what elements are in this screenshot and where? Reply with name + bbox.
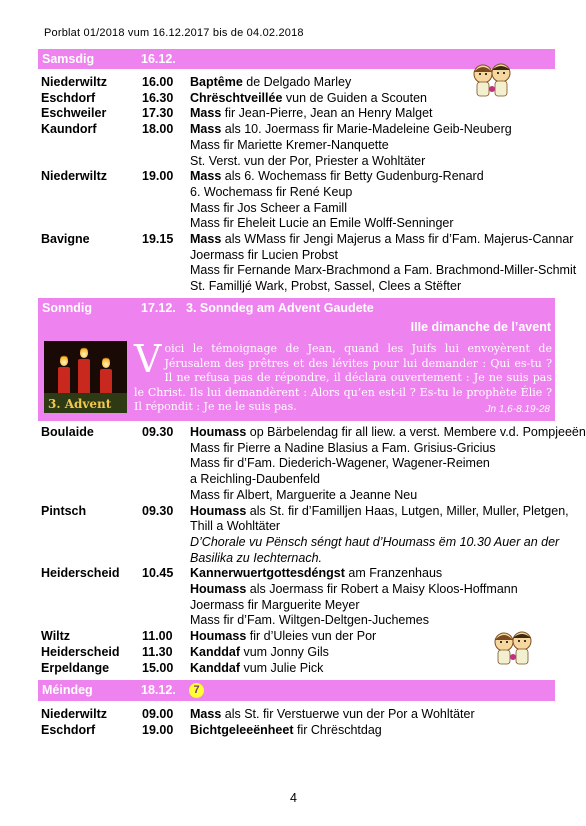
service-description: Chrëschtveillée vun de Guiden a Scouten (190, 90, 427, 105)
service-description: Mass als 10. Joermass fir Marie-Madeleine Geib-Neuberg (190, 122, 512, 137)
location-label: Niederwiltz (41, 75, 107, 89)
location-label: Heiderscheid (41, 566, 120, 581)
location-label: Eschweiler (41, 106, 107, 121)
page-number: 4 (290, 791, 297, 805)
service-description: Mass fir Pierre a Nadine Blasius a Fam. Grisius-Gricius (190, 440, 496, 455)
day-date: 16.12. (141, 52, 176, 66)
gospel-dropcap: V (134, 337, 162, 381)
service-description: St. Familljé Wark, Probst, Sassel, Clees a Stëfter (190, 279, 462, 294)
time-label: 11.30 (142, 644, 173, 659)
service-description: Mass als 6. Wochemass fir Betty Gudenburg-Renard (190, 169, 484, 184)
service-description: 6. Wochemass fir René Keup (190, 184, 353, 199)
advent-candles-image (44, 341, 127, 413)
service-description: Mass fir Eheleit Lucie an Emile Wolff-Senninger (190, 216, 454, 231)
time-label: 16.00 (142, 75, 174, 89)
location-label: Niederwiltz (41, 169, 107, 184)
service-description: Kanddaf vum Julie Pick (190, 660, 324, 675)
location-label: Eschdorf (41, 722, 96, 737)
service-description: Thill a Wohltäter (190, 519, 281, 534)
service-description: Mass fir Mariette Kremer-Nanquette (190, 137, 389, 152)
liturgical-title: 3. Sonndeg am Advent Gaudete (186, 301, 374, 315)
service-description: a Reichling-Daubenfeld (190, 472, 320, 487)
time-label: 09.30 (142, 503, 174, 518)
location-label: Eschdorf (41, 90, 96, 105)
gospel-body: oici le témoignage de Jean, quand les Juifs lui envoyèrent de Jérusalem des prêtres et des lévites pour lui demander : Qui es-tu ? Il ne refusa pas de répondre, il déclara ouvertement : Je ne suis pas le Christ. Ils lui demandèrent : Alors qu’en est-il ? Es-tu le prophète Élie ? Il répondit : Je ne le suis pas. (134, 342, 552, 413)
gospel-reference: Jn 1,6-8.19-28 (485, 404, 550, 415)
service-description: Mass fir Jos Scheer a Famill (190, 200, 347, 215)
liturgical-subtitle: IIIe dimanche de l’avent (410, 320, 551, 334)
service-description: Kannerwuertgottesdéngst am Franzenhaus (190, 566, 443, 581)
service-description: Joermass fir Lucien Probst (190, 247, 338, 262)
service-description: Houmass fir d’Uleies vun der Por (190, 629, 377, 644)
children-figures-icon (470, 62, 514, 102)
service-description: Kanddaf vum Jonny Gils (190, 644, 329, 659)
bulletin-header: Porblat 01/2018 vum 16.12.2017 bis de 04.02.2018 (44, 27, 304, 39)
time-label: 19.00 (142, 169, 174, 184)
day-name: Sonndig (42, 301, 92, 315)
service-description: Bichtgeleeënheet fir Chrëschtdag (190, 722, 382, 737)
service-description: Baptême de Delgado Marley (190, 75, 352, 89)
location-label: Niederwiltz (41, 707, 107, 721)
time-label: 16.30 (142, 90, 174, 105)
time-label: 19.15 (142, 232, 174, 246)
service-description: Houmass als St. fir d’Familljen Haas, Lutgen, Miller, Muller, Pletgen, (190, 503, 569, 518)
day-date: 17.12. (141, 301, 176, 315)
gospel-box (38, 337, 555, 421)
service-description: Joermass fir Marguerite Meyer (190, 597, 360, 612)
location-label: Heiderscheid (41, 644, 120, 659)
weekday-badge: 7 (189, 683, 204, 698)
day-band-monday (38, 680, 555, 701)
location-label: Boulaide (41, 425, 94, 439)
time-label: 09.00 (142, 707, 174, 721)
day-name: Méindeg (42, 683, 93, 697)
service-description: Houmass op Bärbelendag fir all liew. a verst. Membere v.d. Pompjeeën (190, 425, 586, 439)
time-label: 17.30 (142, 106, 174, 121)
location-label: Bavigne (41, 232, 90, 246)
day-date: 18.12. (141, 683, 176, 697)
location-label: Pintsch (41, 503, 87, 518)
children-figures-icon (491, 630, 535, 670)
time-label: 15.00 (142, 660, 174, 675)
location-label: Erpeldange (41, 660, 110, 675)
service-description: Mass als WMass fir Jengi Majerus a Mass fir d’Fam. Majerus-Cannar (190, 232, 574, 246)
service-description: St. Verst. vun der Por, Priester a Wohltäter (190, 153, 426, 168)
service-description: Mass fir d’Fam. Wiltgen-Deltgen-Juchemes (190, 613, 429, 628)
day-band-sunday (38, 298, 555, 337)
time-label: 09.30 (142, 425, 174, 439)
time-label: 18.00 (142, 122, 174, 137)
service-description: Mass fir Fernande Marx-Brachmond a Fam. Brachmond-Miller-Schmit (190, 263, 577, 278)
location-label: Wiltz (41, 629, 71, 644)
service-description: Houmass als Joermass fir Robert a Maisy Kloos-Hoffmann (190, 582, 518, 596)
service-description: D’Chorale vu Pënsch séngt haut d’Houmass ëm 10.30 Auer an der (190, 534, 560, 549)
location-label: Kaundorf (41, 122, 97, 137)
day-name: Samsdig (42, 52, 95, 66)
service-description: Basilika zu Iechternach. (190, 550, 323, 565)
time-label: 19.00 (142, 722, 174, 737)
service-description: Mass fir Jean-Pierre, Jean an Henry Malget (190, 106, 433, 121)
time-label: 10.45 (142, 566, 174, 581)
service-description: Mass fir d’Fam. Diederich-Wagener, Wagener-Reimen (190, 456, 490, 471)
service-description: Mass fir Albert, Marguerite a Jeanne Neu (190, 487, 418, 502)
time-label: 11.00 (142, 629, 173, 644)
service-description: Mass als St. fir Verstuerwe vun der Por a Wohltäter (190, 707, 475, 721)
advent-image-label: 3. Advent (48, 397, 112, 411)
